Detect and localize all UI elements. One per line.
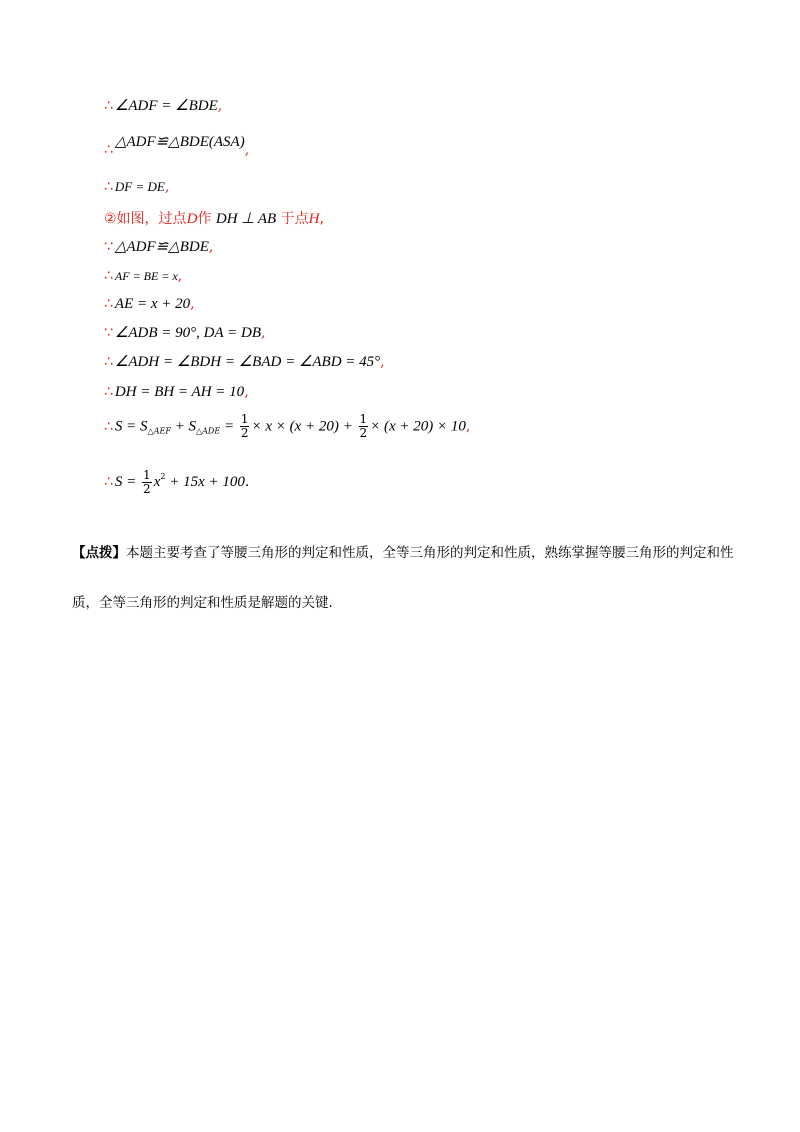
step-6-math: AF = BE = x	[114, 269, 178, 283]
therefore-symbol: ∴	[104, 354, 113, 370]
step-4-text-b: 作	[197, 211, 212, 227]
exponent: 2	[160, 472, 166, 481]
result-rest: + 15x + 100	[165, 474, 245, 490]
therefore-symbol: ∴	[104, 98, 113, 114]
step-4-end: ,	[319, 211, 324, 227]
because-symbol: ∵	[104, 239, 113, 255]
step-10	[104, 383, 249, 401]
step-12	[104, 468, 249, 496]
therefore-symbol: ∴	[104, 418, 113, 435]
therefore-symbol: ∴	[104, 474, 113, 490]
area-lhs: S = S	[114, 418, 148, 435]
therefore-symbol: ∴	[104, 179, 113, 195]
step-1-end: ,	[217, 98, 223, 114]
step-4	[104, 210, 324, 228]
step-2-math: △ADF≌△BDE(ASA)	[114, 134, 245, 150]
step-2	[104, 133, 250, 158]
step-6-end: ,	[177, 268, 183, 284]
step-11	[104, 413, 470, 441]
step-3	[104, 178, 169, 196]
comment-text: 本题主要考查了等腰三角形的判定和性质，全等三角形的判定和性质，熟练掌握等腰三角形的判定和性质，全等三角形的判定和性质是解题的关键.	[72, 545, 734, 611]
because-symbol: ∵	[104, 325, 113, 341]
subscript-2: △ADE	[196, 426, 221, 436]
fraction-numerator: 1	[143, 467, 151, 482]
step-8	[104, 324, 265, 342]
step-10-end: ,	[244, 384, 249, 400]
step-5	[104, 238, 213, 256]
step-7-math: AE = x + 20	[114, 296, 191, 312]
step-10-math: DH = BH = AH = 10	[114, 384, 245, 400]
step-4-math: DH ⊥ AB	[215, 211, 277, 227]
step-1-math: ∠ADF = ∠BDE	[114, 98, 218, 114]
step-4-text-a: ②如图，过点	[104, 211, 187, 227]
step-1	[104, 97, 222, 115]
fraction-denominator: 2	[143, 481, 151, 496]
step-2-end: ,	[244, 142, 250, 158]
step-6	[104, 267, 182, 285]
therefore-symbol: ∴	[104, 384, 113, 400]
step-12-end: .	[244, 474, 250, 490]
comment-label: 【点拨】	[72, 545, 126, 561]
result-x: x	[153, 474, 161, 490]
result-lhs: S =	[114, 474, 141, 490]
point-h: H	[308, 211, 320, 227]
step-8-math: ∠ADB = 90°, DA = DB	[114, 325, 261, 341]
step-9-math: ∠ADH = ∠BDH = ∠BAD = ∠ABD = 45°	[114, 354, 381, 370]
step-9-end: ,	[380, 354, 385, 370]
step-7	[104, 295, 195, 313]
step-3-math: DF = DE	[114, 179, 165, 194]
area-plus: + S	[170, 418, 196, 435]
comment-paragraph	[72, 528, 752, 628]
therefore-symbol: ∴	[104, 142, 113, 158]
subscript-1: △AEF	[147, 426, 171, 436]
area-eq: =	[220, 418, 238, 435]
area-term-1: × x × (x + 20) +	[251, 418, 357, 435]
area-term-2: × (x + 20) × 10	[370, 418, 466, 435]
step-11-end: ,	[465, 418, 471, 435]
step-9	[104, 353, 385, 371]
step-7-end: ,	[190, 296, 195, 312]
step-5-end: ,	[208, 239, 214, 255]
fraction-half	[240, 413, 250, 440]
therefore-symbol: ∴	[104, 296, 113, 312]
fraction-denominator: 2	[359, 426, 368, 440]
fraction-numerator: 1	[240, 412, 249, 426]
point-d: D	[186, 211, 198, 227]
fraction-half	[359, 413, 369, 440]
therefore-symbol: ∴	[104, 268, 113, 284]
fraction-half	[142, 469, 152, 496]
fraction-denominator: 2	[240, 426, 249, 440]
step-4-text-c: 于点	[280, 211, 309, 227]
fraction-numerator: 1	[359, 412, 368, 426]
step-8-end: ,	[261, 325, 266, 341]
step-3-end: ,	[164, 179, 170, 195]
step-5-math: △ADF≌△BDE	[114, 239, 209, 255]
